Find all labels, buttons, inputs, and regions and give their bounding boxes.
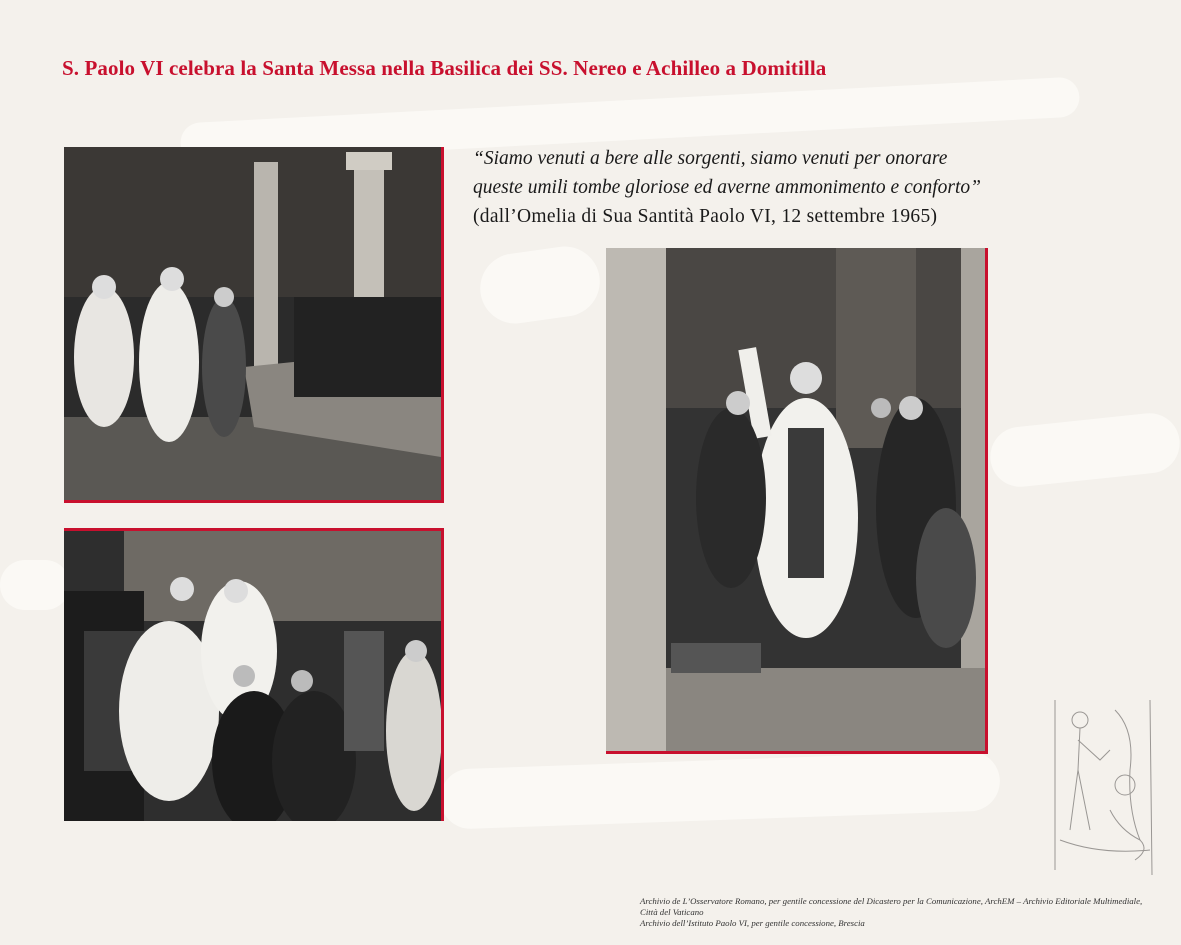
bw-photograph-icon [64,147,441,500]
bw-photograph-icon [64,531,441,821]
photo-credits [640,896,1160,929]
bg-streak [476,242,605,328]
photo-border [441,147,444,503]
quote-line: queste umili tombe gloriose ed averne ammonimento e conforto” [473,177,981,198]
quote-source: (dall’Omelia di Sua Santità Paolo VI, 12 settembre 1965) [473,206,938,227]
photo-sacristy [64,531,441,821]
page-title: S. Paolo VI celebra la Santa Messa nella Basilica dei SS. Nereo e Achilleo a Domitilla [62,56,827,80]
line-drawing-figures-icon [1040,690,1160,880]
bg-streak [987,410,1181,490]
credit-line: Archivio dell’Istituto Paolo VI, per gentile concessione, Brescia [640,918,865,928]
quote-line: “Siamo venuti a bere alle sorgenti, siamo venuti per onorare [473,148,948,169]
photo-border [64,528,444,531]
photo-blessing [606,248,985,751]
bg-streak [0,560,70,610]
photo-border [606,751,988,754]
credit-line: Città del Vaticano [640,907,704,917]
bg-streak [439,750,1001,830]
photo-border [64,500,444,503]
quote-block [473,144,1033,231]
photo-border [441,529,444,821]
bw-photograph-icon [606,248,985,751]
photo-border [985,248,988,754]
credit-line: Archivio de L’Osservatore Romano, per gentile concessione del Dicastero per la Comunicazione, ArchEM – Archivio Editoriale Multimediale, [640,896,1143,906]
photo-procession [64,147,441,500]
